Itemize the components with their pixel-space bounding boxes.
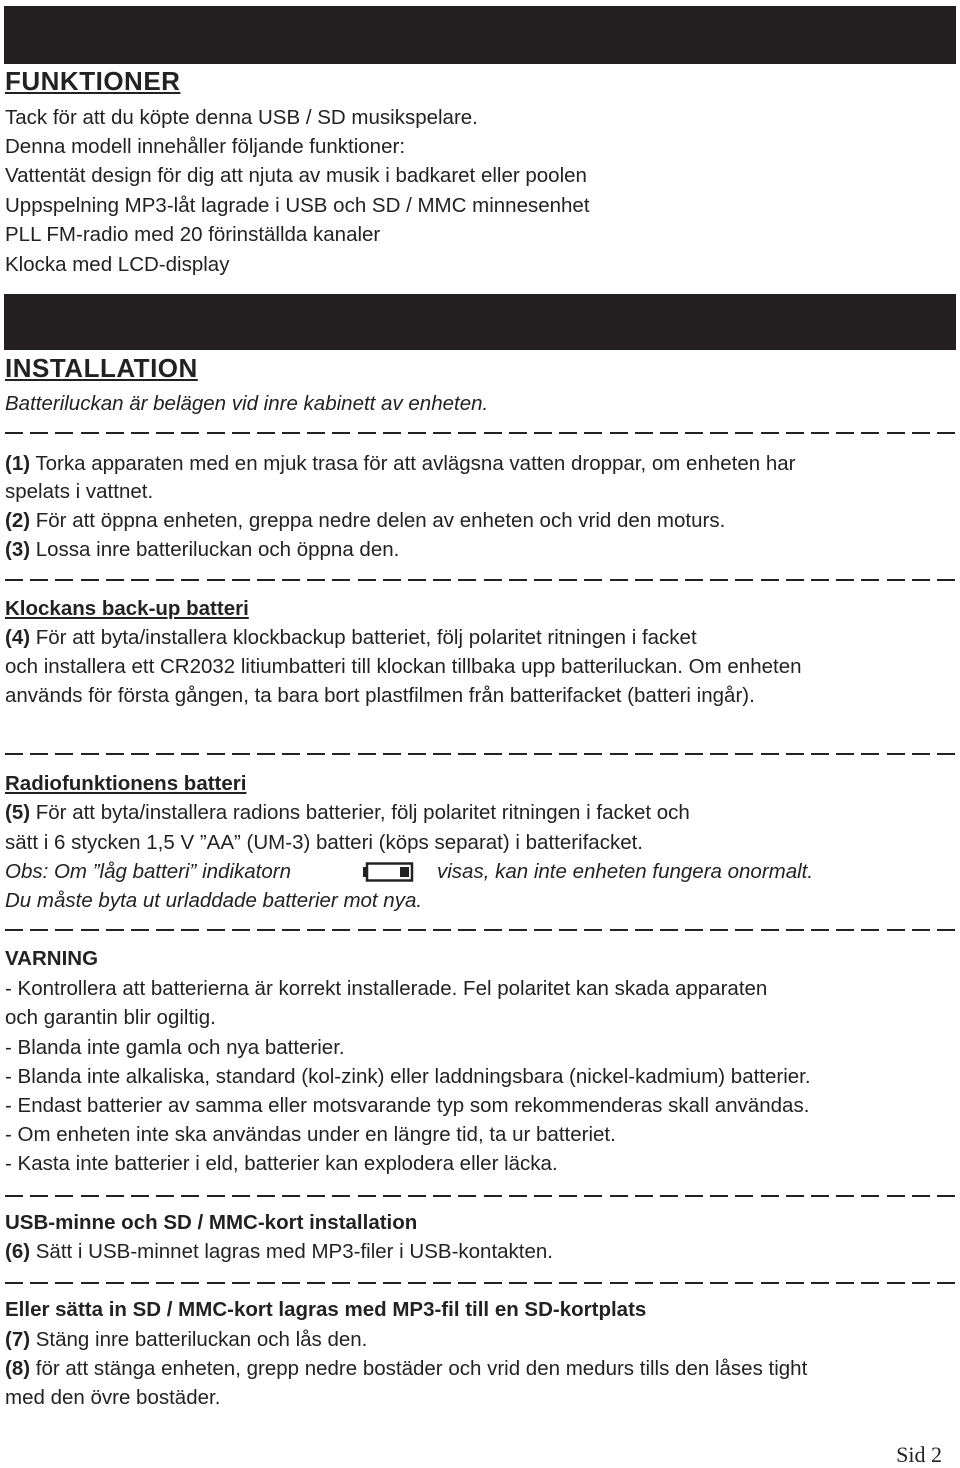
dash-segment	[358, 432, 376, 434]
section-heading-installation: INSTALLATION	[5, 353, 198, 383]
dash-segment	[534, 1282, 552, 1284]
dash-segment	[710, 1282, 728, 1284]
warning-line: - Kasta inte batterier i eld, batterier kan explodera eller läcka.	[5, 1152, 558, 1175]
dash-segment	[710, 579, 728, 581]
step-1	[5, 450, 795, 478]
subheading-usb: USB-minne och SD / MMC-kort installation	[5, 1211, 418, 1234]
dash-segment	[534, 579, 552, 581]
dash-segment	[559, 432, 577, 434]
dash-segment	[207, 929, 225, 931]
dash-segment	[332, 1195, 350, 1197]
dash-segment	[484, 432, 502, 434]
subheading-sd: Eller sätta in SD / MMC-kort lagras med MP3-fil till en SD-kortplats	[5, 1298, 647, 1321]
sd-line	[5, 1326, 367, 1354]
dash-segment	[131, 432, 149, 434]
dash-segment	[610, 1282, 628, 1284]
dash-segment	[584, 432, 602, 434]
dash-segment	[30, 929, 48, 931]
dash-segment	[358, 1282, 376, 1284]
dash-segment	[484, 1282, 502, 1284]
dash-segment	[458, 1195, 476, 1197]
dash-segment	[559, 753, 577, 755]
dash-segment	[635, 1195, 653, 1197]
dash-segment	[458, 929, 476, 931]
dash-segment	[433, 1282, 451, 1284]
dash-segment	[584, 929, 602, 931]
step-text: Stäng inre batteriluckan och lås den.	[30, 1328, 368, 1351]
dash-segment	[131, 1282, 149, 1284]
warning-line: - Om enheten inte ska användas under en längre tid, ta ur batteriet.	[5, 1123, 616, 1146]
dashed-divider	[5, 929, 955, 931]
dash-segment	[685, 432, 703, 434]
dash-segment	[55, 1282, 73, 1284]
dash-segment	[81, 753, 99, 755]
sd-line	[5, 1355, 807, 1383]
dash-segment	[761, 929, 779, 931]
dash-segment	[332, 579, 350, 581]
dash-segment	[106, 929, 124, 931]
dash-segment	[660, 1282, 678, 1284]
dash-segment	[257, 1282, 275, 1284]
warning-line: - Endast batterier av samma eller motsvarande typ som rekommenderas skall användas.	[5, 1094, 810, 1117]
dash-segment	[181, 1282, 199, 1284]
dash-segment	[358, 1195, 376, 1197]
dash-segment	[433, 753, 451, 755]
dash-segment	[181, 753, 199, 755]
dash-segment	[836, 929, 854, 931]
dash-segment	[786, 929, 804, 931]
dash-segment	[332, 1282, 350, 1284]
step-text: Sätt i USB-minnet lagras med MP3-filer i USB-kontakten.	[30, 1240, 554, 1263]
dash-segment	[131, 1195, 149, 1197]
dash-segment	[786, 432, 804, 434]
dash-segment	[912, 929, 930, 931]
clock-battery-line	[5, 624, 697, 652]
dash-segment	[408, 1195, 426, 1197]
dash-segment	[786, 753, 804, 755]
dash-segment	[735, 1282, 753, 1284]
dash-segment	[685, 1282, 703, 1284]
header-bar-middle	[4, 294, 956, 350]
installation-intro: Batteriluckan är belägen vid inre kabinett av enheten.	[5, 392, 489, 415]
dash-segment	[81, 1195, 99, 1197]
dash-segment	[912, 753, 930, 755]
dash-segment	[710, 929, 728, 931]
dash-segment	[30, 579, 48, 581]
dash-segment	[5, 929, 23, 931]
dash-segment	[660, 929, 678, 931]
warning-line: - Blanda inte alkaliska, standard (kol-zink) eller laddningsbara (nickel-kadmium) batterier.	[5, 1065, 811, 1088]
dash-segment	[660, 579, 678, 581]
dash-segment	[937, 579, 955, 581]
step-1-continued: spelats i vattnet.	[5, 480, 154, 503]
dash-segment	[861, 1195, 879, 1197]
dash-segment	[786, 1195, 804, 1197]
step-number: (2)	[5, 509, 31, 532]
dash-segment	[484, 929, 502, 931]
dash-segment	[509, 1282, 527, 1284]
dash-segment	[55, 753, 73, 755]
dash-segment	[156, 579, 174, 581]
warning-line: - Kontrollera att batterierna är korrekt installerade. Fel polaritet kan skada apparaten	[5, 977, 768, 1000]
dash-segment	[207, 753, 225, 755]
dash-segment	[181, 579, 199, 581]
dash-segment	[55, 579, 73, 581]
step-text: Torka apparaten med en mjuk trasa för att avlägsna vatten droppar, om enheten har	[30, 452, 796, 475]
dash-segment	[761, 579, 779, 581]
dash-segment	[55, 432, 73, 434]
dash-segment	[559, 1282, 577, 1284]
dash-segment	[811, 432, 829, 434]
dash-segment	[383, 929, 401, 931]
dash-segment	[635, 579, 653, 581]
dash-segment	[433, 432, 451, 434]
dash-segment	[710, 432, 728, 434]
dash-segment	[232, 432, 250, 434]
dash-segment	[735, 929, 753, 931]
dash-segment	[131, 929, 149, 931]
dash-segment	[181, 432, 199, 434]
step-3	[5, 536, 399, 564]
dash-segment	[106, 432, 124, 434]
dash-segment	[912, 1282, 930, 1284]
dash-segment	[509, 579, 527, 581]
dash-segment	[307, 1195, 325, 1197]
dash-segment	[81, 432, 99, 434]
dash-segment	[232, 753, 250, 755]
dash-segment	[332, 432, 350, 434]
dash-segment	[458, 432, 476, 434]
dash-segment	[307, 929, 325, 931]
dash-segment	[383, 1282, 401, 1284]
dash-segment	[30, 432, 48, 434]
dash-segment	[282, 753, 300, 755]
step-text: För att öppna enheten, greppa nedre delen av enheten och vrid den moturs.	[30, 509, 726, 532]
dash-segment	[282, 929, 300, 931]
step-text: Lossa inre batteriluckan och öppna den.	[30, 538, 400, 561]
dash-segment	[509, 753, 527, 755]
dash-segment	[207, 432, 225, 434]
radio-note-c: Du måste byta ut urladdade batterier mot nya.	[5, 889, 423, 912]
dash-segment	[232, 1282, 250, 1284]
dash-segment	[660, 1195, 678, 1197]
radio-note-a: Obs: Om ”låg batteri” indikatorn	[5, 860, 291, 883]
dash-segment	[912, 1195, 930, 1197]
dashed-divider	[5, 1282, 955, 1284]
dash-segment	[383, 1195, 401, 1197]
dash-segment	[710, 753, 728, 755]
funktioner-line: Tack för att du köpte denna USB / SD musikspelare.	[5, 106, 478, 129]
dash-segment	[332, 929, 350, 931]
dash-segment	[106, 579, 124, 581]
dash-segment	[358, 753, 376, 755]
funktioner-line: Vattentät design för dig att njuta av musik i badkaret eller poolen	[5, 164, 587, 187]
dash-segment	[207, 1282, 225, 1284]
dash-segment	[635, 1282, 653, 1284]
dash-segment	[861, 753, 879, 755]
dash-segment	[887, 432, 905, 434]
section-heading-funktioner: FUNKTIONER	[5, 66, 181, 96]
dash-segment	[610, 1195, 628, 1197]
dash-segment	[887, 753, 905, 755]
dash-segment	[861, 929, 879, 931]
dash-segment	[735, 432, 753, 434]
dash-segment	[106, 753, 124, 755]
dash-segment	[257, 1195, 275, 1197]
dash-segment	[685, 1195, 703, 1197]
dash-segment	[811, 1282, 829, 1284]
warning-line: - Blanda inte gamla och nya batterier.	[5, 1036, 345, 1059]
funktioner-line: Uppspelning MP3-låt lagrade i USB och SD / MMC minnesenhet	[5, 194, 590, 217]
dashed-divider	[5, 1195, 955, 1197]
dash-segment	[534, 929, 552, 931]
dash-segment	[836, 753, 854, 755]
funktioner-line: Denna modell innehåller följande funktioner:	[5, 135, 406, 158]
dash-segment	[131, 579, 149, 581]
step-text: för att stänga enheten, grepp nedre bostäder och vrid den medurs tills den låses tight	[30, 1357, 808, 1380]
dash-segment	[408, 579, 426, 581]
dash-segment	[610, 579, 628, 581]
dash-segment	[534, 432, 552, 434]
dash-segment	[861, 579, 879, 581]
dash-segment	[584, 579, 602, 581]
dash-segment	[433, 1195, 451, 1197]
dash-segment	[937, 1195, 955, 1197]
dash-segment	[811, 753, 829, 755]
dash-segment	[156, 753, 174, 755]
dash-segment	[887, 1282, 905, 1284]
dash-segment	[232, 579, 250, 581]
dash-segment	[786, 1282, 804, 1284]
dash-segment	[887, 929, 905, 931]
dash-segment	[584, 753, 602, 755]
dash-segment	[5, 753, 23, 755]
dash-segment	[257, 929, 275, 931]
radio-note-b: visas, kan inte enheten fungera onormalt.	[437, 860, 814, 883]
dash-segment	[836, 1195, 854, 1197]
dash-segment	[408, 929, 426, 931]
dash-segment	[5, 432, 23, 434]
dash-segment	[307, 1282, 325, 1284]
dash-segment	[861, 432, 879, 434]
subheading-radio-battery: Radiofunktionens batteri	[5, 772, 247, 795]
dash-segment	[761, 1195, 779, 1197]
dash-segment	[232, 1195, 250, 1197]
low-battery-icon	[362, 862, 414, 882]
dash-segment	[735, 1195, 753, 1197]
dash-segment	[282, 579, 300, 581]
dash-segment	[408, 753, 426, 755]
step-2	[5, 507, 725, 535]
dash-segment	[307, 432, 325, 434]
dash-segment	[610, 753, 628, 755]
dash-segment	[156, 929, 174, 931]
dash-segment	[30, 1282, 48, 1284]
dash-segment	[383, 579, 401, 581]
dash-segment	[912, 432, 930, 434]
dash-segment	[156, 1282, 174, 1284]
dash-segment	[106, 1195, 124, 1197]
usb-line	[5, 1238, 553, 1266]
page-number: Sid 2	[896, 1442, 942, 1467]
dash-segment	[761, 1282, 779, 1284]
dash-segment	[836, 432, 854, 434]
step-text: För att byta/installera radions batterier, följ polaritet ritningen i facket och	[30, 801, 690, 824]
dash-segment	[408, 432, 426, 434]
dash-segment	[534, 1195, 552, 1197]
dashed-divider	[5, 432, 955, 434]
dash-segment	[484, 753, 502, 755]
dash-segment	[660, 753, 678, 755]
dash-segment	[887, 1195, 905, 1197]
dash-segment	[332, 753, 350, 755]
dash-segment	[635, 929, 653, 931]
dash-segment	[735, 753, 753, 755]
dash-segment	[660, 432, 678, 434]
dash-segment	[710, 1195, 728, 1197]
dash-segment	[433, 579, 451, 581]
dash-segment	[811, 579, 829, 581]
dash-segment	[383, 432, 401, 434]
step-text: För att byta/installera klockbackup batteriet, följ polaritet ritningen i facket	[30, 626, 697, 649]
dash-segment	[836, 579, 854, 581]
dash-segment	[383, 753, 401, 755]
dash-segment	[937, 753, 955, 755]
dash-segment	[937, 1282, 955, 1284]
dash-segment	[484, 1195, 502, 1197]
dash-segment	[509, 929, 527, 931]
dash-segment	[55, 1195, 73, 1197]
funktioner-line: Klocka med LCD-display	[5, 253, 230, 276]
dash-segment	[358, 579, 376, 581]
dash-segment	[81, 1282, 99, 1284]
dash-segment	[685, 929, 703, 931]
dash-segment	[458, 753, 476, 755]
dash-segment	[207, 579, 225, 581]
subheading-clock-battery: Klockans back-up batteri	[5, 597, 249, 620]
subheading-warning: VARNING	[5, 947, 99, 970]
dash-segment	[307, 753, 325, 755]
dash-segment	[81, 579, 99, 581]
dash-segment	[55, 929, 73, 931]
dash-segment	[282, 1282, 300, 1284]
dash-segment	[685, 579, 703, 581]
dash-segment	[458, 1282, 476, 1284]
dash-segment	[257, 579, 275, 581]
dash-segment	[610, 929, 628, 931]
step-number: (8)	[5, 1357, 31, 1380]
dash-segment	[811, 1195, 829, 1197]
dash-segment	[30, 753, 48, 755]
dash-segment	[257, 753, 275, 755]
step-number: (1)	[5, 452, 31, 475]
dash-segment	[307, 579, 325, 581]
step-number: (3)	[5, 538, 31, 561]
dash-segment	[131, 753, 149, 755]
dash-segment	[5, 579, 23, 581]
dash-segment	[836, 1282, 854, 1284]
dash-segment	[282, 1195, 300, 1197]
dash-segment	[156, 432, 174, 434]
dash-segment	[232, 929, 250, 931]
dash-segment	[257, 432, 275, 434]
dash-segment	[635, 432, 653, 434]
dash-segment	[81, 929, 99, 931]
dash-segment	[786, 579, 804, 581]
dash-segment	[282, 432, 300, 434]
dash-segment	[433, 929, 451, 931]
dash-segment	[458, 579, 476, 581]
dash-segment	[207, 1195, 225, 1197]
dash-segment	[735, 579, 753, 581]
dashed-divider	[5, 753, 955, 755]
dash-segment	[559, 1195, 577, 1197]
dash-segment	[811, 929, 829, 931]
clock-battery-line: och installera ett CR2032 litiumbatteri till klockan tillbaka upp batteriluckan. Om enheten	[5, 655, 802, 678]
dash-segment	[181, 1195, 199, 1197]
dash-segment	[559, 579, 577, 581]
dash-segment	[509, 1195, 527, 1197]
step-number: (6)	[5, 1240, 31, 1263]
dash-segment	[5, 1195, 23, 1197]
dash-segment	[635, 753, 653, 755]
header-bar-top	[4, 6, 956, 64]
radio-battery-line	[5, 799, 690, 827]
step-number: (4)	[5, 626, 31, 649]
dashed-divider	[5, 579, 955, 581]
dash-segment	[610, 432, 628, 434]
dash-segment	[937, 929, 955, 931]
clock-battery-line: används för första gången, ta bara bort plastfilmen från batterifacket (batteri ingår).	[5, 684, 755, 707]
dash-segment	[509, 432, 527, 434]
dash-segment	[408, 1282, 426, 1284]
dash-segment	[156, 1195, 174, 1197]
dash-segment	[534, 753, 552, 755]
sd-line: med den övre bostäder.	[5, 1386, 221, 1409]
funktioner-line: PLL FM-radio med 20 förinställda kanaler	[5, 223, 381, 246]
dash-segment	[584, 1282, 602, 1284]
dash-segment	[106, 1282, 124, 1284]
dash-segment	[761, 432, 779, 434]
radio-battery-line: sätt i 6 stycken 1,5 V ”AA” (UM-3) batteri (köps separat) i batterifacket.	[5, 831, 644, 854]
dash-segment	[559, 929, 577, 931]
dash-segment	[912, 579, 930, 581]
dash-segment	[30, 1195, 48, 1197]
dash-segment	[5, 1282, 23, 1284]
dash-segment	[358, 929, 376, 931]
dash-segment	[584, 1195, 602, 1197]
dash-segment	[937, 432, 955, 434]
warning-line: och garantin blir ogiltig.	[5, 1006, 216, 1029]
dash-segment	[181, 929, 199, 931]
dash-segment	[685, 753, 703, 755]
dash-segment	[761, 753, 779, 755]
step-number: (7)	[5, 1328, 31, 1351]
dash-segment	[484, 579, 502, 581]
dash-segment	[887, 579, 905, 581]
step-number: (5)	[5, 801, 31, 824]
dash-segment	[861, 1282, 879, 1284]
